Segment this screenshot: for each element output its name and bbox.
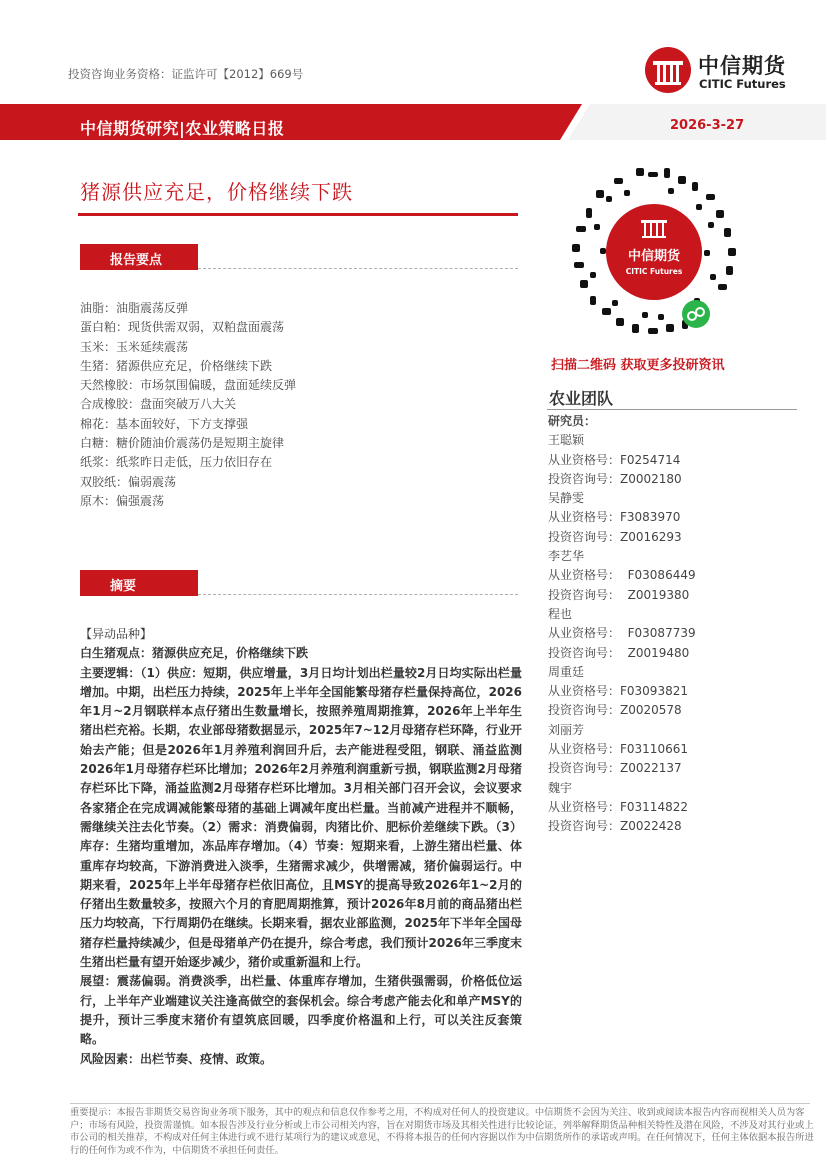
qr-code[interactable] <box>566 164 742 340</box>
footer-divider <box>70 1103 810 1104</box>
report-date: 2026-3-27 <box>670 118 745 133</box>
abstract-view: 白生猪观点：猪源供应充足，价格继续下跌 <box>80 646 309 661</box>
member-advisory-number: 投资咨询号：Z0020578 <box>548 703 682 718</box>
member-qualification: 从业资格号： F03086449 <box>548 568 696 583</box>
key-point-item: 油脂：油脂震荡反弹 <box>80 301 189 315</box>
key-point-item: 天然橡胶：市场氛围偏暖，盘面延续反弹 <box>80 378 297 393</box>
member-advisory-number: 投资咨询号：Z0016293 <box>548 529 682 544</box>
abstract-label: 摘要 <box>80 570 198 596</box>
team-title: 农业团队 <box>549 389 614 408</box>
member-name: 王聪颖 <box>548 433 585 448</box>
member-advisory-number: 投资咨询号：Z0022137 <box>548 761 682 776</box>
researchers-label: 研究员： <box>548 414 597 428</box>
member-name: 魏宇 <box>548 780 573 795</box>
report-headline: 猪源供应充足，价格继续下跌 <box>80 180 353 204</box>
key-point-item: 白糖：糖价随油价震荡仍是短期主旋律 <box>80 436 285 451</box>
team-list <box>548 412 696 837</box>
citic-logo-icon <box>644 46 692 94</box>
member-qualification: 从业资格号：F03114822 <box>548 799 688 814</box>
abstract-body <box>80 625 522 1069</box>
member-qualification: 从业资格号： F03087739 <box>548 626 696 641</box>
report-banner <box>0 104 826 140</box>
member-name: 刘丽芳 <box>548 722 585 737</box>
qr-center-en: CITIC Futures <box>625 267 683 276</box>
member-name: 吴静雯 <box>548 491 585 506</box>
key-point-item: 棉花：基本面较好，下方支撑强 <box>80 416 249 431</box>
key-point-item: 玉米：玉米延续震荡 <box>80 339 189 354</box>
member-qualification: 从业资格号：F03093821 <box>548 684 688 699</box>
headline-divider <box>78 213 518 216</box>
key-point-item: 蛋白粕：现货供需双弱，双粕盘面震荡 <box>80 320 285 335</box>
member-advisory-number: 投资咨询号：Z0022428 <box>548 819 682 834</box>
abstract-logic: 主要逻辑：（1）供应：短期，供应增量，3月日均计划出栏量较2月日均实际出栏量增加。中期，出栏压力持续，2025年上半年全国能繁母猪存栏量保持高位，2026年1月~2月钢联样本点仔猪出生数量增长，按照养殖周期推算，2026年上半年生猪出栏充裕。长期，农业部母猪数据显示，2025年7~12月母猪存栏环降，行业开始去产能；但是2026年1月养殖利润回升后，去产能进程受阻，钢联、涌益监测2026年1月母猪存栏环比增加；2026年2月养殖利润重新亏损，钢联监测2月母猪存栏环比下降，涌益监测2月母猪存栏环比增加。3月相关部门召开会议，会议要求各家猪企在完成调减能繁母猪的基础上调减年度出栏量。当前减产进程并不顺畅，需继续关注去化节奏。（2）需求：消费偏弱，肉猪比价、肥标价差继续下跌。（3）库存：生猪均重增加，冻品库存增加。（4）节奏：短期来看，上游生猪出栏量、体重库存均较高，下游消费进入淡季，生猪需求减少，供增需减，猪价偏弱运行。中期来看，2025年上半年母猪存栏依旧高位，且MSY的提高导致2026年1~2月的仔猪出生数量较多，按照六个月的育肥周期推算，预计2026年8月前的商品猪出栏压力均较高，下行周期仍在继续。长期来看，据农业部监测，2025年下半年全国母猪存栏量持续减少，但是母猪单产仍在提升，综合考虑，我们预计2026年三季度末生猪出栏量有望开始逐步减少，猪价或重新温和上行。 <box>80 665 522 970</box>
member-qualification: 从业资格号：F3083970 <box>548 510 681 525</box>
abstract-category: 【异动品种】 <box>80 627 153 641</box>
member-advisory-number: 投资咨询号： Z0019380 <box>548 587 690 602</box>
abstract-risk: 风险因素：出栏节奏、疫情、政策。 <box>80 1051 273 1066</box>
qr-center-cn: 中信期货 <box>627 249 681 264</box>
abstract-divider <box>198 594 518 595</box>
key-points-list <box>80 299 296 511</box>
license-text: 投资咨询业务资格：证监许可【2012】669号 <box>68 67 304 81</box>
member-name: 周重廷 <box>548 664 585 679</box>
member-qualification: 从业资格号：F0254714 <box>548 452 681 467</box>
qr-caption: 扫描二维码 获取更多投研资讯 <box>551 358 725 373</box>
member-advisory-number: 投资咨询号：Z0002180 <box>548 471 682 486</box>
abstract-outlook: 展望：震荡偏弱。消费淡季，出栏量、体重库存增加，生猪供强需弱，价格低位运行，上半年产业端建议关注逢高做空的套保机会。综合考虑产能去化和单产MSY的提升，预计三季度末猪价有望筑底回暖，四季度价格温和上行，可以关注反套策略。 <box>80 974 522 1047</box>
key-point-item: 双胶纸：偏弱震荡 <box>80 474 177 489</box>
mini-program-icon <box>682 300 710 328</box>
banner-title: 中信期货研究|农业策略日报 <box>80 119 285 138</box>
team-divider <box>547 409 797 410</box>
member-name: 程也 <box>548 606 573 621</box>
member-name: 李艺华 <box>548 549 585 564</box>
key-points-label: 报告要点 <box>80 244 198 270</box>
member-qualification: 从业资格号：F03110661 <box>548 742 688 757</box>
key-point-item: 纸浆：纸浆昨日走低，压力依旧存在 <box>80 455 273 470</box>
logo-chinese-name: 中信期货 <box>698 54 786 78</box>
key-point-item: 原木：偏强震荡 <box>80 493 165 508</box>
key-points-divider <box>198 268 518 269</box>
logo-english-name: CITIC Futures <box>699 77 786 91</box>
key-point-item: 合成橡胶：盘面突破万八大关 <box>80 397 237 412</box>
disclaimer-text: 重要提示：本报告非期货交易咨询业务项下服务，其中的观点和信息仅作参考之用，不构成对任何人的投资建议。中信期货不会因为关注、收到或阅读本报告内容而视相关人员为客户；市场有风险，投资需谨慎。如本报告涉及行业分析或上市公司相关内容，旨在对期货市场及其相关性进行比较论证，列举解释期货品种相关特性及潜在风险，不涉及对其行业或上市公司的相关推荐，不构成对任何主体进行或不进行某项行为的建议或意见，不得将本报告的任何内容据以作为中信期货所作的承诺或声明。在任何情况下，任何主体依据本报告所进行的任何作为或不作为，中信期货不承担任何责任。 <box>70 1107 814 1156</box>
key-point-item: 生猪：猪源供应充足，价格继续下跌 <box>80 358 273 373</box>
citic-futures-logo <box>644 46 804 96</box>
member-advisory-number: 投资咨询号： Z0019480 <box>548 645 690 660</box>
